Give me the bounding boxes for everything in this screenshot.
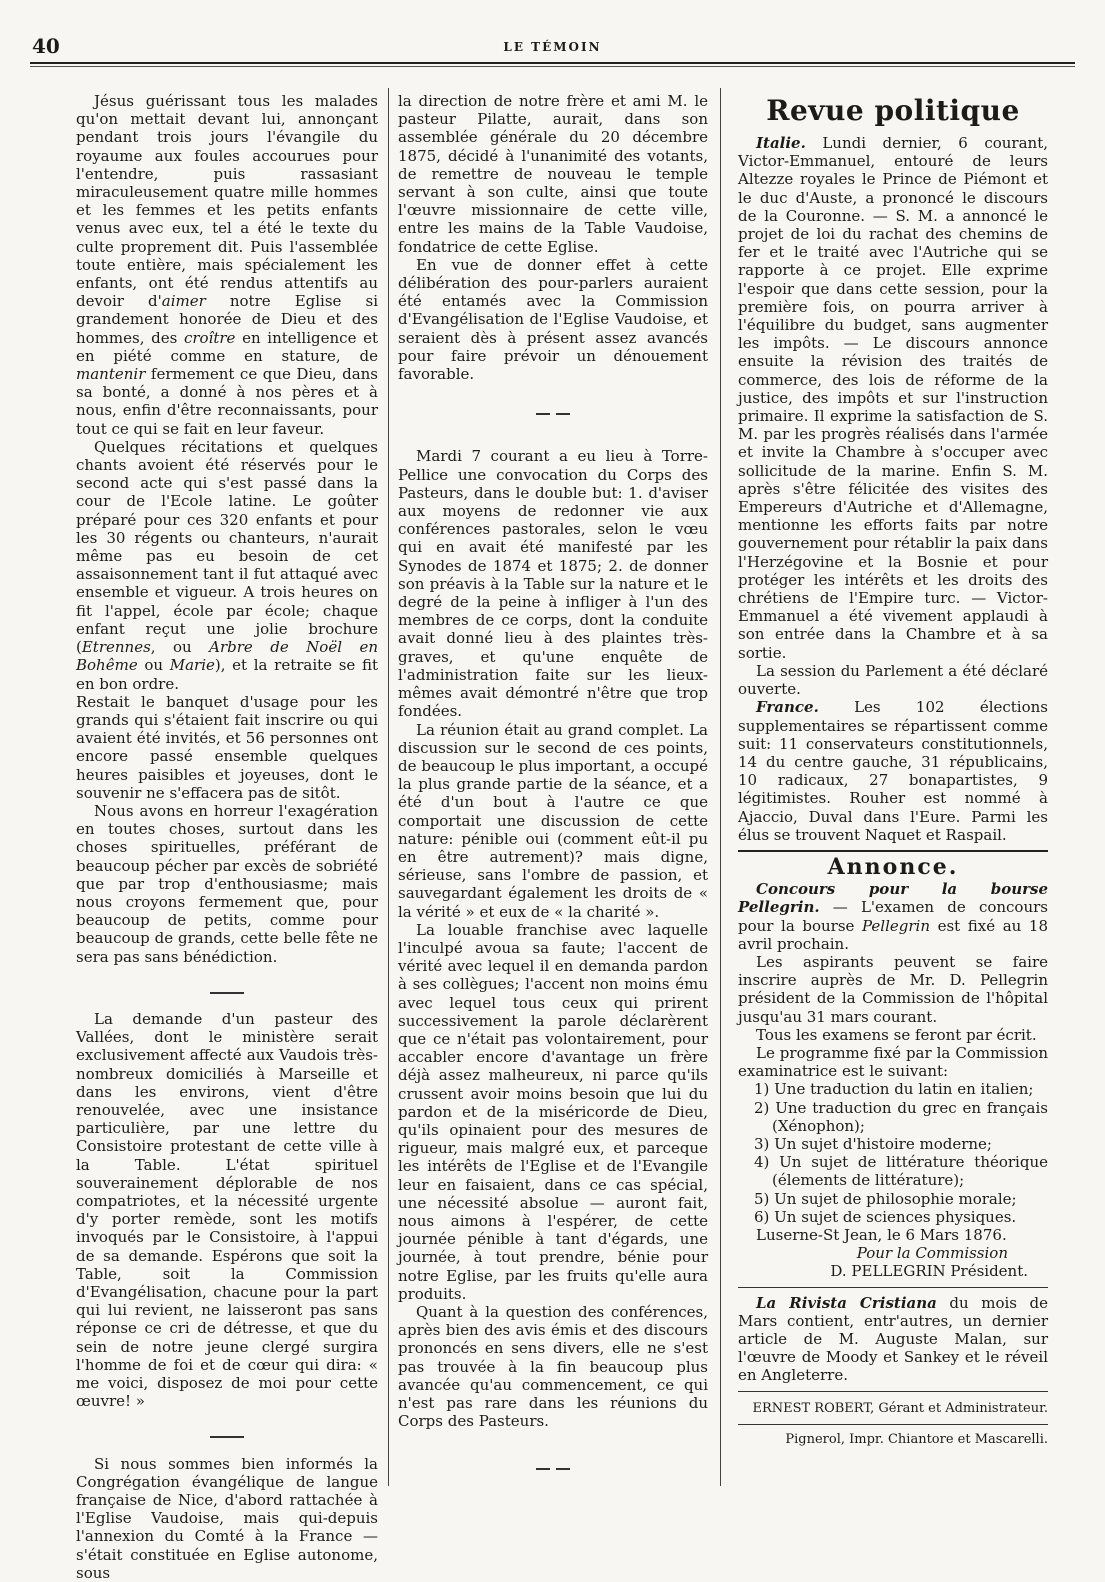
exam-list [738, 1080, 1048, 1226]
printer-line: Pignerol, Impr. Chiantore et Mascarelli. [785, 1431, 1048, 1447]
running-title: LE TÉMOIN [503, 40, 602, 54]
paragraph: Restait le banquet d'usage pour les grands qui s'étaient fait inscrire ou qui avaient été invités, et 56 personnes ont encore passé ensemble quelques heures paisibles et joyeuses, dont le souvenir ne s'effacera pas de sitôt. [76, 692, 378, 802]
rubric-label: Italie. [756, 134, 806, 152]
list-item: 4) Un sujet de littérature théorique (élements de littérature); [754, 1153, 1048, 1190]
paragraph: Quant à la question des conférences, après bien des avis émis et des discours prononcés en sens divers, elle ne s'est pas trouvée à la fin beaucoup plus avancée qu'au commencement, ce qui n'est pas rare dans les réunions du Corps des Pasteurs. [398, 1303, 708, 1431]
list-item: 6) Un sujet de sciences physiques. [754, 1207, 1017, 1226]
separator [76, 980, 378, 998]
column-divider-2 [720, 88, 721, 1486]
paragraph: En vue de donner effet à cette délibération des pour-parlers auraient été entamés avec la Commission d'Evangélisation de l'Eglise Vaudoise, et seraient dès à présent assez avancés pour faire prévoir un dénouement favorable. [398, 255, 708, 384]
column-divider-1 [388, 88, 389, 1486]
paragraph: Jésus guérissant tous les malades qu'on mettait devant lui, annonçant pendant trois jours l'évangile du royaume aux foules accourues pour l'entendre, puis rassasiant miraculeusement quatre mille hommes et les femmes et les petits enfants venus avec eux, tel a été le texte du culte proprement dit. Puis l'assemblée toute entière, mais spécialement les enfants, ont été rendus attentifs au devoir d'aimer notre Eglise si grandement honorée de Dieu et des hommes, des croître en intelligence et en piété comme en stature, de mantenir fermement ce que Dieu, dans sa bonté, a donné à nos pères et à nous, enfin d'être reconnaissants, pour tout ce qui se fait en leur faveur. [76, 92, 378, 438]
list-item: 2) Une traduction du grec en français (Xénophon); [754, 1098, 1048, 1135]
section-rule [738, 1287, 1048, 1288]
paragraph: Mardi 7 courant a eu lieu à Torre-Pellice une convocation du Corps des Pasteurs, dans le double but: 1. d'aviser aux moyens de redonner vie aux conférences pastorales, selon le vœu qui en avait été manifesté par les Synodes de 1874 et 1875; 2. de donner son préavis à la Table sur la nature et le degré de la peine à infliger à l'un des membres de ce corps, dont la conduite avait donné lieu à des plaintes très-graves, et qu'une enquête de l'administration faite sur les lieux-mêmes avait démontré n'être que trop fondées. [398, 447, 708, 721]
paragraph: La louable franchise avec laquelle l'inculpé avoua sa faute; l'accent de vérité avec lequel il en demanda pardon à ses collègues; l'accent non moins ému avec lequel tous ceux qui prirent successivement la parole déclarèrent que ce n'était pas volontairement, pour accabler encore d'avantage un frère déjà assez malheureux, ni parce qu'ils crussent avoir moins besoin que lui du pardon et de la miséricorde de Dieu, qu'ils opinaient pour des mesures de rigueur, mais malgré eux, et parceque les intérêts de l'Eglise et de l'Evangile leur en faisaient, dans ce cas spécial, une nécessité absolue — auront fait, nous aimons à l'espérer, de cette journée pénible à tant d'égards, une journée, à tout prendre, bénie pour notre Eglise, par les fruits qu'elle aura produits. [398, 920, 708, 1303]
paragraph: Quelques récitations et quelques chants avoient été réservés pour le second acte qui s'est passé dans la cour de l'Ecole latine. Le goûter préparé pour ces 320 enfants et pour les 30 régents ou chanteurs, n'aurait même pas eu besoin de cet assaisonnement tant il fut attaqué avec ensemble et vigueur. A trois heures on fit l'appel, école par école; chaque enfant reçut une jolie brochure (Etrennes, ou Arbre de Noël en Bohême ou Marie), et la retraite se fit en bon ordre. [76, 437, 378, 693]
list-item: 5) Un sujet de philosophie morale; [754, 1189, 1017, 1208]
rubric-label: France. [756, 698, 819, 717]
header-rule-thin [30, 66, 1075, 67]
date-line: Luserne-St Jean, le 6 Mars 1876. [756, 1225, 1007, 1244]
column-2 [398, 92, 708, 1489]
section-title: Annonce. [827, 853, 959, 880]
list-item: 3) Un sujet d'histoire moderne; [754, 1134, 992, 1153]
section-rule [738, 1424, 1048, 1425]
paragraph: La session du Parlement a été déclaré ouverte. [738, 661, 1048, 699]
paragraph: Si nous sommes bien informés la Congrégation évangélique de langue française de Nice, d'abord rattachée à l'Eglise Vaudoise, mais qui-depuis l'annexion du Comté à la France — s'était constituée en Eglise autonome, sous [76, 1454, 378, 1582]
paragraph: la direction de notre frère et ami M. le pasteur Pilatte, aurait, dans son assemblée générale du 20 décembre 1875, décidé à l'unanimité des votants, de remettre de nouveau le temple servant à son culte, ainsi que toute l'œuvre missionnaire de cette ville, entre les mains de la Table Vaudoise, fondatrice de cette Eglise. [398, 92, 708, 256]
rubric-label: Concours pour la bourse Pellegrin. [738, 880, 1048, 917]
section-title: Revue politique [766, 94, 1020, 127]
paragraph: Italie. Lundi dernier, 6 courant, Victor-Emmanuel, entouré de leurs Altezze royales le Prince de Piémont et le duc d'Auste, a prononcé le discours de la Couronne. — S. M. a annoncé le projet de loi du rachat des chemins de fer et le traité avec l'Autriche qui se rapporte à ce projet. Elle exprime l'espoir que dans cette session, pour la première fois, on pourra arriver à l'équilibre du budget, sans augmenter les impôts. — Le discours annonce ensuite la révision des traités de commerce, des lois de réforme de la justice, des impôts et sur l'instruction primaire. Il exprime la satisfaction de S. M. par les progrès réalisés dans l'armée et invite la Chambre à s'occuper avec sollicitude de la marine. Enfin S. M. après s'être félicitée des visites des Empereurs d'Autriche et d'Allemagne, mentionne les efforts faits par notre gouvernement pour rétablir la paix dans l'Herzégovine et la Bosnie et pour protéger les intérêts et les droits des chrétiens de l'Empire turc. — Victor-Emmanuel a été vivement applaudi à son entrée dans la Chambre et à sa sortie. [738, 134, 1048, 662]
paragraph: Le programme fixé par la Commission examinatrice est le suivant: [738, 1043, 1048, 1081]
paragraph: France. Les 102 élections supplementaires se répartissent comme suit: 11 conservateurs constitutionnels, 14 du centre gauche, 31 républicains, 10 radicaux, 27 bonapartistes, 9 légitimistes. Rouher est nommé à Ajaccio, Duval dans l'Eure. Parmi les élus se trouvent Naquet et Raspail. [738, 698, 1048, 844]
signature: D. PELLEGRIN Président. [830, 1262, 1028, 1281]
separator [398, 401, 708, 419]
section-rule [738, 850, 1048, 852]
list-item: 1) Une traduction du latin en italien; [754, 1080, 1034, 1099]
page-number: 40 [32, 34, 60, 58]
paragraph: Nous avons en horreur l'exagération en toutes choses, surtout dans les choses spirituelles, préférant de beaucoup pécher par excès de sobriété que par trop d'enthousiasme; mais nous croyons fermement que, pour beaucoup de petits, comme pour beaucoup de grands, cette belle fête ne sera pas sans bénédiction. [76, 801, 378, 966]
column-1 [76, 92, 378, 1582]
separator [76, 1424, 378, 1442]
paragraph: La demande d'un pasteur des Vallées, dont le ministère serait exclusivement affecté aux Vaudois très-nombreux domiciliés à Marseille et dans les environs, vient d'être renouvelée, avec une insistance particulière, par une lettre du Consistoire protestant de cette ville à la Table. L'état spirituel souverainement déplorable de nos compatriotes, et la nécessité urgente d'y porter remède, sont les motifs invoqués par le Consistoire, à l'appui de sa demande. Espérons que soit la Table, soit la Commission d'Evangélisation, chacune pour la part qui lui revient, ne laisseront pas sans réponse ce cri de détresse, et que du sein de notre jeune clergé surgira l'homme de foi et de cœur qui dira: « me voici, disposez de moi pour cette œuvre! » [76, 1009, 378, 1411]
paragraph: La Rivista Cristiana du mois de Mars contient, entr'autres, un dernier article de M. Auguste Malan, sur l'œuvre de Moody et Sankey et le réveil en Angleterre. [738, 1293, 1049, 1385]
column-3 [738, 92, 1048, 1449]
paragraph: Les aspirants peuvent se faire inscrire auprès de Mr. D. Pellegrin président de la Commission de l'hôpital jusqu'au 31 mars courant. [738, 952, 1048, 1026]
rubric-label: La Rivista Cristiana [756, 1293, 937, 1312]
signature-line: Pour la Commission [856, 1244, 1008, 1263]
section-rule [738, 1391, 1048, 1392]
separator [398, 1456, 708, 1474]
paragraph: La réunion était au grand complet. La discussion sur le second de ces points, de beaucoup le plus important, a occupé la plus grande partie de la séance, et a été d'un bout à l'autre ce que comportait une discussion de cette nature: pénible oui (comment eût-il pu en être autrement)? mais digne, sérieuse, sans l'ombre de passion, et sauvegardant également les droits de « la vérité » et eux de « la charité ». [398, 720, 708, 921]
page-header [30, 34, 1075, 60]
paragraph: Tous les examens se feront par écrit. [756, 1025, 1037, 1044]
header-rule [30, 62, 1075, 64]
paragraph: Concours pour la bourse Pellegrin. — L'examen de concours pour la bourse Pellegrin est fixé au 18 avril prochain. [738, 880, 1048, 953]
gerant-line: ERNEST ROBERT, Gérant et Administrateur. [752, 1400, 1048, 1416]
